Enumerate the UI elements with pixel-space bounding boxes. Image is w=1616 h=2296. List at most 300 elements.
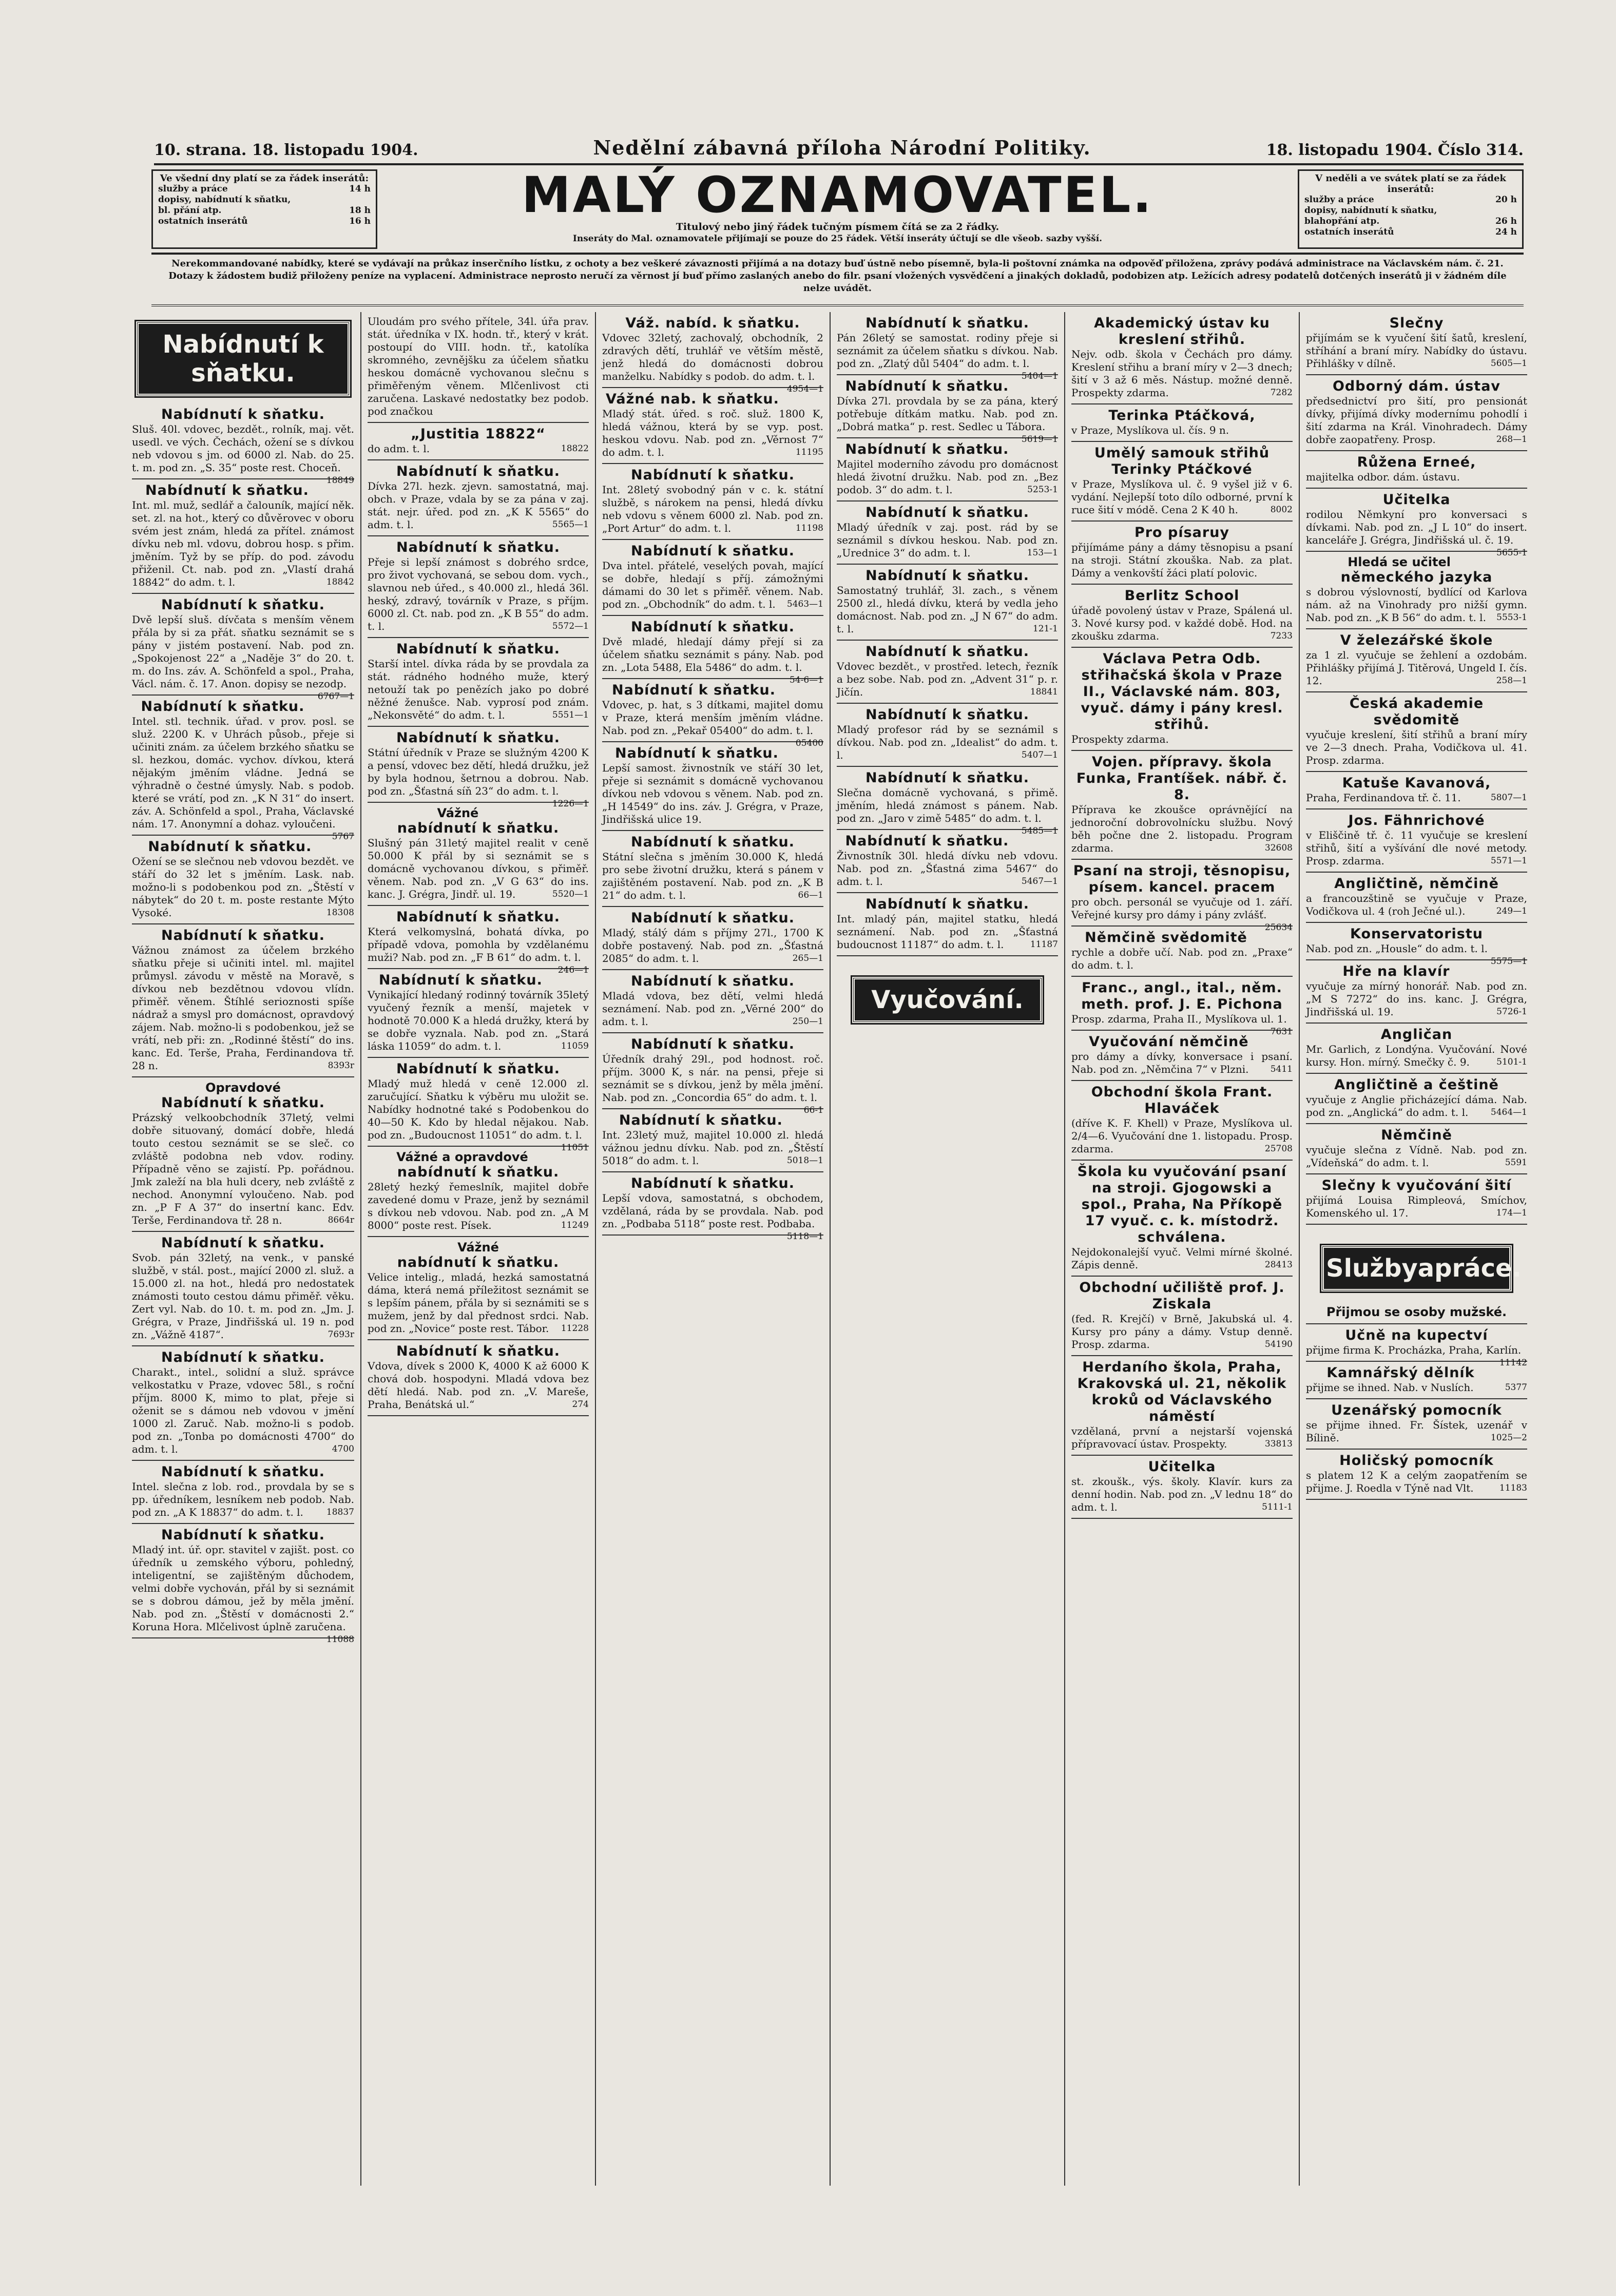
classified-ad [837, 375, 1058, 445]
ad-heading: Nabídnutí k sňatku. [865, 505, 1029, 520]
ad-body: Přeje si lepší známost s dobrého srdce, pro život vychovaná, se sebou dom. vych., slavnou neb úřed., s 40.000 zl., hledá 36l. heský, zdravý, továrník v Praze, s příjm. 6000 zl. Ct. nab. pod zn. „K B 55“ do adm. t. l. [368, 556, 589, 632]
ad-body: do adm. t. l. [368, 442, 430, 455]
classified-ad [368, 1237, 589, 1340]
classified-ad [1071, 312, 1293, 404]
classified-ad [1306, 1124, 1527, 1174]
rate-row: dopisy, nabídnutí k sňatku, [1304, 205, 1437, 216]
ad-text [602, 332, 823, 394]
classified-ad [1306, 489, 1527, 558]
ad-heading: Nabídnutí k sňatku. [865, 568, 1029, 584]
classified-ad [1306, 451, 1527, 489]
classified-ad [602, 831, 823, 907]
classified-ad [368, 1340, 589, 1416]
ad-heading: Umělý samouk střihů Terinky Ptáčkové [1094, 445, 1270, 477]
ad-text [368, 989, 589, 1053]
classified-ad [368, 460, 589, 536]
classified-ad [132, 1524, 354, 1645]
ad-body: Vdova, dívek s 2000 K, 4000 K až 6000 K chová dob. hospodyni. Mladá vdova bez dětí hledá. Nab. pod zn. „V. Mareše, Praha, Benátská ul.“ [368, 1360, 589, 1411]
ad-number: 5565—1 [552, 519, 589, 530]
column-4 [830, 312, 1064, 2186]
classified-ad [837, 893, 1058, 956]
ad-text [837, 850, 1058, 888]
ad-number: 1226—1 [552, 799, 589, 809]
classified-ad [1306, 1302, 1527, 1324]
rate-row: služby a práce 20 h [1304, 195, 1517, 205]
ad-text [132, 423, 354, 486]
ad-number: 5404—1 [1021, 371, 1058, 381]
ad-text [602, 1192, 823, 1242]
ad-number: 246—1 [557, 965, 589, 975]
ad-text [1306, 892, 1527, 918]
ad-heading: Uzenářský pomocník [1331, 1402, 1502, 1418]
ad-number: 11059 [561, 1041, 589, 1051]
ad-body: st. zkoušk., výs. školy. Klavír. kurs za denní hodin. Nab. pod zn. „V lednu 18“ do adm. t. l. [1071, 1475, 1293, 1513]
ad-heading: Nabídnutí k sňatku. [396, 641, 560, 657]
ad-text [1071, 541, 1293, 580]
ad-text [368, 925, 589, 975]
ad-heading: Nabídnutí k sňatku. [161, 1527, 325, 1543]
ad-body: Dívka 27l. hezk. zjevn. samostatná, maj. obch. v Praze, vdala by se za pána v zaj. stát. nejr. úřed. pod zn. „K K 5565“ do adm. t. l. [368, 480, 589, 531]
ad-heading: Nabídnutí k sňatku. [396, 1343, 560, 1359]
ad-body: Intel. stl. technik. úřad. v prov. posl. se služ. 2200 K. v Uhrách působ., přeje si učiniti znám. za účelem brzkého sňatku se sl. hezkou, domác. vychov. dívkou, která nějakým jměním vládne. Jedná se výhradně o čestné úmysly. Nab. s podob. které se vrátí, pod zn. „K N 31“ do insert. záv. A. Schönfeld a spol., Praha, Václavské nám. 17. Anonymní a dohaz. vyloučeni. [132, 715, 354, 830]
ad-heading: Herdaního škola, Praha, Krakovská ul. 21, několik kroků od Václavského náměstí [1077, 1359, 1287, 1424]
ad-number: 8664r [328, 1215, 354, 1225]
ad-heading: Nabídnutí k sňatku. [865, 770, 1029, 786]
ad-text [1306, 942, 1527, 967]
ad-body: Pán 26letý se samostat. rodiny přeje si seznámit za účelem sňatku s dívkou. Nab. pod zn. „Zlatý důl 5404“ do adm. t. l. [837, 332, 1058, 370]
ad-body: Živnostník 30l. hledá dívku neb vdovu. Nab. pod zn. „Šťastná zima 5467“ do adm. t. l. [837, 850, 1058, 887]
ad-text [368, 1181, 589, 1232]
ad-body: Int. ml. muž, sedlář a čalouník, mající něk. set. zl. na hot., který co důvěrovec v oboru svém jest znám, hledá za přítel. známost dívku neb ml. vdovu, dobrou hosp. s přim. jměním. Tyž by se příp. do pod. závodu přiženil. Ct. nab. pod zn. „Vlastí drahá 18842“ do adm. t. l. [132, 499, 354, 588]
classified-ad [602, 540, 823, 616]
ad-text [368, 442, 589, 455]
ad-text [1071, 348, 1293, 399]
ad-heading: Nabídnutí k sňatku. [396, 464, 560, 479]
ad-number: 121-1 [1032, 624, 1058, 634]
ad-body: Int. 23letý muž, majitel 10.000 zl. hledá vážnou jednu dívku. Nab. pod zn. „Štěstí 5018“ do adm. t. l. [602, 1129, 823, 1167]
ad-heading: Nabídnutí k sňatku. [161, 407, 325, 422]
ad-text [368, 315, 589, 418]
ad-text [1306, 829, 1527, 867]
ad-body: Lepší samost. živnostník ve stáří 30 let, přeje si seznámit s domácně vychovanou dívkou neb vdovou s věnem. Nab. pod zn. „H 14549“ do ins. záv. J. Grégra, v Praze, Jindřišská ulice 19. [602, 762, 823, 825]
classified-ad [1071, 751, 1293, 860]
classified-ad [1071, 977, 1293, 1037]
ad-heading: Katuše Kavanová, [1342, 775, 1491, 791]
ad-number: 4700 [332, 1444, 354, 1454]
ad-number: 66—1 [798, 890, 823, 900]
classified-ad [1071, 442, 1293, 522]
ad-body: vzdělaná, první a nejstarší vojenská přípravovací ústav. Prospekty. [1071, 1425, 1293, 1450]
classified-ad [837, 767, 1058, 836]
ad-body: Vdovec 32letý, zachovalý, obchodník, 2 zdravých dětí, truhlář ve větším městě, jenž hledá do domácnosti dobrou manželku. Nabídky s podob. do adm. t. l. [602, 332, 823, 382]
classified-ad [368, 638, 589, 727]
classified-ad [132, 924, 354, 1077]
classified-ad [602, 1109, 823, 1172]
classified-ad [837, 501, 1058, 565]
ad-heading: Berlitz School [1124, 588, 1240, 604]
ad-number: 5520—1 [552, 889, 589, 899]
classified-ad [837, 565, 1058, 641]
ad-body: Int. 28letý svobodný pán v c. k. státní službě, s nárokem na pensi, hledá dívku neb vdovu s věnem 6000 zl. Nab. pod zn. „Port Artur“ do adm. t. l. [602, 484, 823, 534]
ad-heading: Nabídnutí k sňatku. [631, 467, 795, 483]
classified-ad [602, 464, 823, 540]
classified-ad [1071, 585, 1293, 648]
ad-number: 5111-1 [1262, 1502, 1293, 1512]
ad-heading: Vážné nab. k sňatku. [605, 391, 779, 407]
ad-text [837, 660, 1058, 699]
ad-body: Mladý, stálý dám s příjmy 27l., 1700 K dobře postavený. Nab. pod zn. „Šťastná 2085“ do adm. t. l. [602, 927, 823, 964]
running-head-left: 10. strana. 18. listopadu 1904. [154, 141, 418, 159]
classified-ad [1071, 648, 1293, 751]
section-banner-marriage: Nabídnutí k sňatku. [136, 321, 350, 396]
ad-body: Prosp. zdarma, Praha II., Myslíkova ul. 1. [1071, 1013, 1287, 1025]
classified-ad [1071, 1161, 1293, 1277]
classified-ad [602, 616, 823, 685]
ad-heading: Akademický ústav ku kreslení střihů. [1094, 315, 1270, 348]
ad-text [368, 1271, 589, 1335]
ad-heading: Nabídnutí k sňatku. [148, 839, 312, 855]
classified-ad [368, 803, 589, 906]
ad-body: Intel. slečna z lob. rod., provdala by se s pp. úředníkem, lesníkem neb podob. Nab. pod zn. „A K 18837“ do adm. t. l. [132, 1480, 354, 1518]
ad-body: Vážnou známost za účelem brzkého sňatku přeje si učiniti intel. ml. majitel průmysl. závodu v městě na Moravě, s dívkou neb bezdětnou vdovou vlídn. přiměř. věnem. Štíhlé serioznosti spíše nádraž a smysl pro domácnost, opravdový zájem. Nab. možno-li s podobenkou, jež se vrátí, neb při: zn. „Rodinné štěstí“ do ins. kanc. Ed. Terše, Praha, Ferdinandova tř. 28 n. [132, 944, 354, 1072]
ad-body: (fed. R. Krejčí) v Brně, Jakubská ul. 4. Kursy pro pány a dámy. Vstup denně. Prosp. zdarma. [1071, 1313, 1293, 1350]
running-head-title: Nedělní zábavná příloha Národní Politiky. [593, 136, 1091, 159]
ad-body: pro dámy a dívky, konversace i psaní. Nab. pod zn. „Němčina 7“ v Plzni. [1071, 1050, 1293, 1075]
ad-number: 5551—1 [552, 710, 589, 720]
ad-body: Ožení se se slečnou neb vdovou bezdět. ve stáří do 32 let s jměním. Lask. nab. možno-li s podobenkou pod zn. „Štěstí v nábytek“ do 20 t. m. poste restante Mýto Vysoké. [132, 855, 354, 919]
ad-body: majitelka odbor. dám. ústavu. [1306, 471, 1460, 483]
ad-body: za 1 zl. vyučuje se žehlení a ozdobám. Přihlášky přijímá J. Titěrová, Ungeld I. čís. 12. [1306, 649, 1527, 687]
ad-heading: Nabídnutí k sňatku. [396, 1061, 560, 1077]
ad-kicker: Hledá se učitel [1348, 555, 1451, 569]
ad-number: 11183 [1499, 1483, 1527, 1493]
ad-text [837, 332, 1058, 381]
ad-heading: Nabídnutí k sňatku. [631, 834, 795, 850]
ad-body: Úředník drahý 29l., pod hodnost. roč. příjm. 3000 K, s nár. na pensi, přeje si seznámit se s dívkou, jenž by měla jmění. Nab. pod zn. „Concordia 65“ do adm. t. l. [602, 1053, 823, 1104]
classified-ad [132, 1077, 354, 1232]
ad-body: vyučuje kreslení, šití střihů a braní míry ve 2—3 dnech. Praha, Vodičkova ul. 41. Prosp. zdarma. [1306, 728, 1527, 766]
ad-text [837, 723, 1058, 762]
classified-ad [1306, 960, 1527, 1024]
ad-body: rodilou Němkyní pro konversaci s dívkami. Nab. pod zn. „J L 10“ do insert. kanceláře J. Grégra, Jindřišská ul. č. 19. [1306, 508, 1527, 546]
classified-ad [368, 1147, 589, 1237]
ad-heading: Němčině [1381, 1127, 1452, 1143]
ad-body: Příprava ke zkoušce oprávnějící na jednoroční dobrovolnícku službu. Nový běh počne dne 2. listopadu. Program zdarma. [1071, 803, 1293, 854]
ad-body: Vdovec bezdět., v prostřed. letech, řezník a bez sobe. Nab. pod zn. „Advent 31“ p. r. Jičín. [837, 660, 1058, 698]
ad-body: předsednictví pro šití, pro pensionát dívky, přijímá dívky modernímu pohodlí i šití zdarma na Král. Vinohradech. Dámy dobře zaopatřeny. Prosp. [1306, 395, 1527, 446]
classified-ad [1071, 1277, 1293, 1356]
classified-ad [602, 907, 823, 970]
ad-number: 5807—1 [1490, 793, 1527, 803]
ad-heading: Obchodní škola Frant. Hlaváček [1091, 1084, 1273, 1116]
ad-number: 5571—1 [1490, 856, 1527, 866]
ad-text [1071, 478, 1293, 516]
classified-ad [1306, 692, 1527, 772]
ad-heading: Nabídnutí k sňatku. [865, 707, 1029, 723]
ad-number: 1025—2 [1490, 1433, 1527, 1443]
ad-heading: Psaní na stroji, těsnopisu, písem. kancel. pracem [1073, 863, 1291, 895]
ad-number: 5467—1 [1021, 876, 1058, 886]
ad-text [1306, 980, 1527, 1018]
ad-number: 5118—1 [786, 1231, 823, 1242]
ad-heading: Holičský pomocník [1339, 1453, 1494, 1469]
ad-text [132, 1480, 354, 1519]
ad-heading: Nabídnutí k sňatku. [161, 1464, 325, 1480]
ad-text [602, 927, 823, 965]
ad-number: 18842 [326, 577, 354, 587]
ad-body: (dříve K. F. Khell) v Praze, Myslíkova ul. 2/4—6. Vyučování dne 1. listopadu. Prosp. zdarma. [1071, 1117, 1293, 1155]
column-3 [595, 312, 830, 2186]
rate-row: služby a práce 14 h [158, 184, 371, 194]
ad-body: Mladý muž hledá v ceně 12.000 zl. zaručující. Sňatku k výběru mu uložit se. Nabídky hodnotné také s Podobenkou do 40—50 K. Kdo by hledal nějakou. Nab. pod zn. „Budoucnost 11051“ do adm. t. l. [368, 1077, 589, 1141]
ad-number: 265—1 [792, 953, 823, 963]
ad-heading: Němčině svědomitě [1085, 930, 1247, 946]
ad-kicker: Přijmou se osoby mužské. [1326, 1305, 1507, 1319]
classified-ad [1306, 375, 1527, 451]
classified-ad [1306, 552, 1527, 629]
ad-text [1071, 1013, 1293, 1037]
ad-text [602, 699, 823, 748]
ad-text [837, 584, 1058, 635]
ad-text [837, 521, 1058, 559]
ad-heading: „Justitia 18822“ [411, 426, 546, 442]
ad-kicker: Opravdové [205, 1081, 281, 1095]
ad-heading: Nabídnutí k sňatku. [161, 1235, 325, 1251]
classified-ad [1306, 873, 1527, 923]
ad-text [602, 635, 823, 685]
ad-text [1306, 1144, 1527, 1169]
classified-ad [602, 1172, 823, 1242]
ad-text [132, 1111, 354, 1227]
ad-number: 33813 [1264, 1439, 1293, 1449]
ad-text [1306, 471, 1527, 484]
classified-ad [368, 906, 589, 975]
classified-ad [368, 312, 589, 423]
ad-heading: Nabídnutí k sňatku. [631, 543, 795, 559]
ad-body: Mladý int. úř. opr. stavitel v zajišt. post. co úředník u zemského výboru, pohledný, inteligentní, se zajištěným důchodem, velmi dobře vychován, přál by si seznámit se s dobrou dámou, jež by měla jmění. Nab. pod zn. „Štěstí v domácnosti 2.“ Koruna Hora. Mlčelivost úplně zaručena. [132, 1543, 354, 1633]
ad-heading: Pro písaruy [1134, 525, 1230, 541]
ad-text [1306, 1043, 1527, 1069]
ad-heading: Nabídnutí k sňatku. [845, 378, 1009, 394]
ad-text [132, 499, 354, 589]
ad-body: Svob. pán 32letý, na venk., v panské službě, v stál. post., mající 2000 zl. služ. a 15.000 zl. na hot., hledá pro nedostatek známosti touto cestou dámu přiměř. věku. Zert vyl. Nab. do 10. t. m. pod zn. „Jm. J. Grégra, v Praze, Jindřišská ul. 19 n. pod zn. „Vážně 4187“. [132, 1251, 354, 1341]
ad-number: 18841 [1030, 687, 1058, 697]
ad-text [1071, 803, 1293, 855]
rate-row: ostatních inserátů 16 h [158, 216, 371, 226]
ad-heading: Slečny k vyučování šití [1321, 1178, 1512, 1193]
rate-row: bl. přání atp. 18 h [158, 205, 371, 216]
classified-ad [602, 388, 823, 464]
classified-ad [1306, 772, 1527, 809]
classified-ad [1306, 1024, 1527, 1074]
ad-number: 7693r [328, 1329, 354, 1340]
ad-number: 54-6—1 [789, 675, 823, 685]
classified-ad [1306, 1399, 1527, 1450]
ad-body: Sluš. 40l. vdovec, bezdět., rolník, maj. vět. usedl. ve vých. Čechách, ožení se s dívkou neb vdovou s jm. od 6000 zl. Nab. do 25. t. m. pod zn. „S. 35“ poste rest. Choceň. [132, 423, 354, 474]
ad-kicker: Vážné [457, 1240, 499, 1255]
ad-text [132, 1366, 354, 1456]
ad-number: 5655-1 [1496, 548, 1527, 558]
ad-text [1071, 1246, 1293, 1271]
ad-number: 28413 [1264, 1260, 1293, 1270]
ad-heading: nabídnutí k sňatku. [397, 820, 560, 836]
ad-text [1071, 604, 1293, 643]
ad-number: 5463—1 [786, 599, 823, 609]
ad-body: v Eliščině tř. č. 11 vyučuje se kreslení střihů, šití a vyšívání dle nové metody. Prosp. zdarma. [1306, 829, 1527, 867]
ad-heading: Učitelka [1148, 1459, 1216, 1475]
ad-text [132, 715, 354, 842]
ad-text [1306, 395, 1527, 446]
classified-ad [837, 704, 1058, 767]
section-banner-education: Vyučování. [852, 977, 1043, 1023]
ad-number: 11198 [795, 523, 823, 533]
ad-body: Mladý úředník v zaj. post. rád by se seznámil s dívkou heskou. Nab. pod zn. „Urednice 3“ do adm. t. l. [837, 521, 1058, 559]
ad-number: 11249 [561, 1220, 589, 1230]
ad-number: 18849 [326, 475, 354, 486]
ad-text [1306, 1381, 1527, 1394]
ad-body: Která velkomyslná, bohatá dívka, po případě vdova, pomohla by vzdělanému muži? Nab. pod zn. „F B 61“ do adm. t. l. [368, 925, 589, 963]
ad-text [1306, 1194, 1527, 1220]
column-5 [1064, 312, 1299, 2186]
classified-ad [602, 970, 823, 1033]
ad-text [1306, 1093, 1527, 1119]
ad-text [602, 762, 823, 826]
ad-number: 11088 [326, 1634, 354, 1645]
ad-body: Vdovec, p. hat, s 3 dítkami, majitel domu v Praze, která menším jměním vládne. Nab. pod zn. „Pekař 05400“ do adm. t. l. [602, 699, 823, 737]
ad-heading: Slečny [1389, 315, 1444, 331]
ad-heading: Kamnářský dělník [1326, 1365, 1475, 1381]
admin-notice: Nerekommandované nabídky, které se vydávají na průkaz inserčního lístku, z ochoty a bez veškeré závaznosti přijímá a na dotazy buď ústně nebo písemně, byla-li poštovní známka na odpověď přiložena, zprávy podává administrace na Václavském nám. č. 21. Dotazy k žádostem budiž přiloženy peníze na vyplacení. Administrace neprosto neručí za věrnost jí buď přímo zaslaných anebo do filr. psaní vložených vysvědčení a jinakých dokladů, podobizen atp. Ležících adresy podatelů dotčených inserátů ji v žádném díle nelze uvádět. [151, 253, 1524, 306]
weekday-rates-heading: Ve všední dny platí se za řádek inserátů: [160, 173, 369, 184]
ad-number: 32608 [1264, 843, 1293, 853]
ad-text [837, 395, 1058, 445]
ad-body: Nejv. odb. škola v Čechách pro dámy. Kreslení střihu a braní míry v 2—3 dnech; šití v 3 až 6 měs. Nástup. možné denně. Prospekty zdarma. [1071, 348, 1293, 399]
section-masthead-title: MALÝ OZNAMOVATEL. [522, 166, 1153, 224]
sunday-rates [1298, 169, 1524, 249]
ad-heading: Nabídnutí k sňatku. [141, 699, 305, 715]
ad-number: 5591 [1505, 1157, 1527, 1168]
classified-ad [368, 969, 589, 1058]
ad-heading: Nabídnutí k sňatku. [865, 644, 1029, 660]
ad-number: 18822 [561, 443, 589, 454]
ad-text [602, 559, 823, 611]
ad-text [132, 613, 354, 702]
ad-heading: Angličtině a češtině [1334, 1077, 1499, 1093]
sunday-rates-heading: V neděli a ve svátek platí se za řádek inserátů: [1315, 173, 1506, 195]
ad-number: 8002 [1270, 505, 1293, 515]
ad-heading: Nabídnutí k sňatku. [631, 973, 795, 989]
ad-number: 18308 [326, 908, 354, 918]
ad-heading: nabídnutí k sňatku. [397, 1255, 560, 1270]
column-6 [1299, 312, 1533, 2186]
ad-heading: Angličtině, němčině [1334, 876, 1499, 892]
ad-number: 153—1 [1027, 548, 1058, 558]
ad-number: 5767 [332, 832, 354, 842]
weekday-rates [151, 169, 377, 249]
ad-text [1071, 1117, 1293, 1155]
classified-ad [132, 594, 354, 702]
classified-ad [132, 403, 354, 486]
ad-body: Lepší vdova, samostatná, s obchodem, vzdělaná, ráda by se provdala. Nab. pod zn. „Podbaba 5118“ poste rest. Podbaba. [602, 1192, 823, 1230]
ad-heading: Učně na kupectví [1345, 1327, 1488, 1343]
classified-ad [132, 479, 354, 594]
ad-heading: Růžena Erneé, [1357, 454, 1476, 470]
classified-ad [1306, 629, 1527, 692]
ad-heading: Nabídnutí k sňatku. [845, 833, 1009, 849]
ad-heading: Nabídnutí k sňatku. [614, 745, 779, 761]
ad-body: vyučuje z Anglie přicházející dáma. Nab. pod zn. „Anglická“ do adm. t. l. [1306, 1093, 1527, 1118]
ad-number: 268—1 [1496, 434, 1527, 445]
classified-ad [1306, 923, 1527, 967]
ad-body: přijme firma K. Procházka, Praha, Karlín. [1306, 1344, 1522, 1356]
rate-row: blahopřání atp. 26 h [1304, 216, 1517, 226]
classified-ad [1306, 1074, 1527, 1124]
classified-ad [837, 312, 1058, 381]
ad-text [132, 944, 354, 1072]
ad-text [1306, 1419, 1527, 1444]
ad-text [1306, 586, 1527, 624]
classified-ad [1306, 809, 1527, 873]
ad-body: Dívka 27l. provdala by se za pána, který potřebuje dítkám matku. Nab. pod zn. „Dobrá matka“ p. rest. Sedlec u Tábora. [837, 395, 1058, 433]
classified-ad [837, 438, 1058, 501]
ad-body: Slečna domácně vychovaná, s přimě. jměním, hledá známost s pánem. Nab. pod zn. „Jaro v zimě 5485“ do adm. t. l. [837, 786, 1058, 824]
ad-text [132, 855, 354, 919]
ad-text [368, 1077, 589, 1153]
ad-heading: Nabídnutí k sňatku. [865, 315, 1029, 331]
ad-body: v Praze, Myslíkova ul. čís. 9 n. [1071, 424, 1229, 436]
ad-text [1306, 1469, 1527, 1495]
ad-text [1071, 1313, 1293, 1351]
column-1 [126, 312, 360, 2186]
ad-heading: Vyučování němčině [1089, 1034, 1249, 1050]
ad-body: přijímám se k vyučení šití šatů, kreslení, stříhání a braní míry. Nabídky do ústavu. Přihlášky v dílně. [1306, 332, 1527, 370]
ad-heading: Obchodní učiliště prof. J. Ziskala [1079, 1280, 1285, 1312]
classified-ad [1306, 312, 1527, 375]
ad-body: přijímá Louisa Rimpleová, Smíchov, Komenského ul. 17. [1306, 1194, 1527, 1219]
masthead-subtitle: Titulový nebo jiný řádek tučným písmem čítá se za 2 řádky. [676, 221, 999, 233]
ad-body: s platem 12 K a celým zaopatřením se přijme. J. Roedla v Týně nad Vlt. [1306, 1469, 1527, 1494]
ad-text [1306, 1344, 1527, 1368]
ad-text [1071, 733, 1293, 746]
ad-text [368, 658, 589, 722]
classified-ad [1071, 404, 1293, 442]
ad-number: 11142 [1499, 1358, 1527, 1368]
classified-ad [368, 536, 589, 638]
ad-number: 174—1 [1496, 1208, 1527, 1218]
ad-heading: Nabídnutí k sňatku. [631, 1175, 795, 1191]
classified-ad [602, 1033, 823, 1115]
ad-heading: Nabídnutí k sňatku. [396, 539, 560, 555]
classified-ad [132, 836, 354, 924]
ad-text [1306, 508, 1527, 558]
masthead-subtitle-rules: Inseráty do Mal. oznamovatele přijímají se pouze do 25 řádek. Větší inseráty účtují se dle všeob. sazby vyšší. [572, 234, 1103, 244]
ad-body: Mladý profesor rád by se seznámil s dívkou. Nab. pod zn. „Idealist“ do adm. t. l. [837, 723, 1058, 761]
ad-body: se přijme ihned. Fr. Šístek, uzenář v Bílině. [1306, 1419, 1527, 1444]
ad-number: 05400 [795, 738, 823, 748]
classified-ad [1071, 860, 1293, 933]
ad-number: 7282 [1270, 388, 1293, 398]
ad-text [368, 1360, 589, 1411]
ad-heading: Nabídnutí k sňatku. [619, 1112, 783, 1128]
ad-heading: Nabídnutí k sňatku. [161, 597, 325, 613]
ad-number: 5485—1 [1021, 826, 1058, 836]
ad-heading: Česká akademie svědomitě [1349, 696, 1484, 728]
ad-text [1306, 792, 1527, 804]
classified-ad [1071, 1081, 1293, 1161]
ad-number: 5253-1 [1027, 485, 1058, 495]
ad-number: 11228 [561, 1323, 589, 1334]
classified-ad [1306, 1324, 1527, 1368]
